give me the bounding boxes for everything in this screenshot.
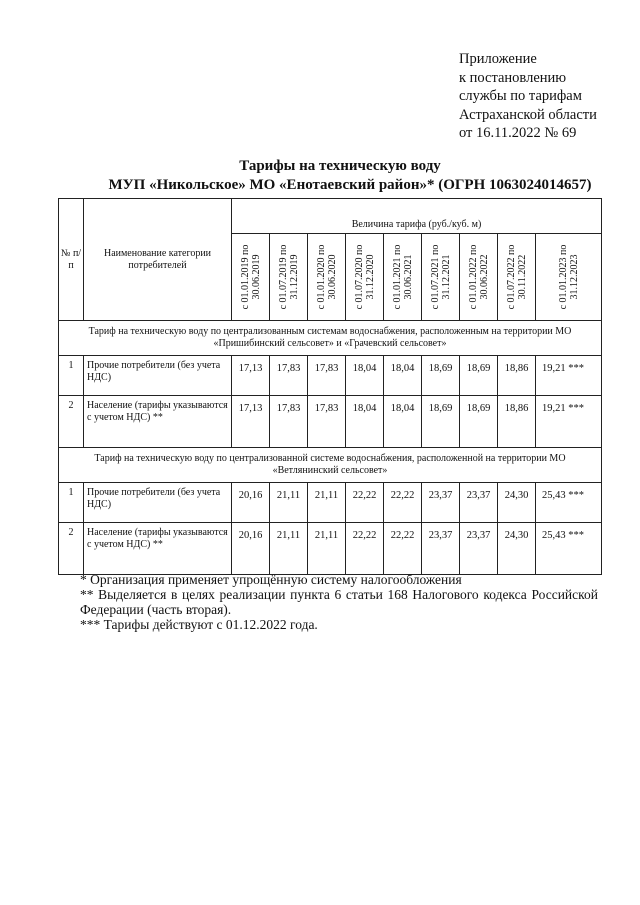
tariff-value: 20,16 — [232, 523, 270, 575]
tariff-value: 21,11 — [308, 483, 346, 523]
tariff-value: 17,83 — [308, 356, 346, 396]
appendix-line: к постановлению — [459, 69, 567, 86]
tariff-value: 23,37 — [422, 483, 460, 523]
header-category: Наименование категории потребителей — [84, 199, 232, 321]
tariff-value: 22,22 — [346, 523, 384, 575]
appendix-line: Приложение — [459, 51, 537, 67]
tariff-value: 17,83 — [270, 396, 308, 448]
tariff-value: 23,37 — [460, 483, 498, 523]
tariff-value: 18,69 — [460, 356, 498, 396]
header-period — [536, 234, 602, 321]
period-label: с 01.01.2019 по 30.06.2019 — [239, 244, 262, 310]
section-title: Тариф на техническую воду по централизованной системе водоснабжения, расположенной на территории МО «Ветлянинский сельсовет» — [59, 448, 602, 483]
tariff-value: 17,13 — [232, 396, 270, 448]
tariff-value: 18,86 — [498, 356, 536, 396]
table-row — [59, 523, 602, 575]
tariff-value: 18,86 — [498, 396, 536, 448]
tariff-value: 25,43 *** — [536, 483, 602, 523]
appendix-line: от 16.11.2022 № 69 — [459, 125, 577, 141]
header-period — [270, 234, 308, 321]
tariff-value: 21,11 — [270, 483, 308, 523]
tariff-value: 19,21 *** — [536, 396, 602, 448]
tariff-value: 18,69 — [422, 356, 460, 396]
tariff-value: 21,11 — [308, 523, 346, 575]
tariff-table — [58, 198, 602, 575]
tariff-value: 17,83 — [308, 396, 346, 448]
header-period — [346, 234, 384, 321]
period-label: с 01.01.2022 по 30.06.2022 — [467, 244, 490, 310]
row-num: 1 — [59, 483, 84, 523]
row-num: 1 — [59, 356, 84, 396]
tariff-value: 23,37 — [422, 523, 460, 575]
tariff-value: 18,04 — [384, 356, 422, 396]
row-category: Прочие потребители (без учета НДС) — [84, 483, 232, 523]
tariff-value: 19,21 *** — [536, 356, 602, 396]
tariff-value: 17,13 — [232, 356, 270, 396]
header-period — [308, 234, 346, 321]
row-num: 2 — [59, 523, 84, 575]
row-category: Население (тарифы указываются с учетом НДС) ** — [84, 396, 232, 448]
tariff-value: 18,04 — [346, 396, 384, 448]
tariff-value: 21,11 — [270, 523, 308, 575]
header-period — [422, 234, 460, 321]
tariff-value: 24,30 — [498, 523, 536, 575]
period-label: с 01.01.2020 по 30.06.2020 — [315, 244, 338, 310]
tariff-value: 20,16 — [232, 483, 270, 523]
period-label: с 01.07.2020 по 31.12.2020 — [353, 244, 376, 310]
header-period — [384, 234, 422, 321]
table-row — [59, 356, 602, 396]
period-label: с 01.07.2019 по 31.12.2019 — [277, 244, 300, 310]
tariff-value: 23,37 — [460, 523, 498, 575]
header-period — [460, 234, 498, 321]
section-title: Тариф на техническую воду по централизованным системам водоснабжения, расположенным на территории МО «Пришибинский сельсовет» и «Грачевский сельсовет» — [59, 321, 602, 356]
table-row — [59, 396, 602, 448]
header-tariff: Величина тарифа (руб./куб. м) — [232, 199, 602, 234]
row-num: 2 — [59, 396, 84, 448]
tariff-value: 18,69 — [422, 396, 460, 448]
tariff-value: 18,04 — [346, 356, 384, 396]
header-period — [498, 234, 536, 321]
table-row — [59, 483, 602, 523]
period-label: с 01.01.2021 по 30.06.2021 — [391, 244, 414, 310]
tariff-value: 18,04 — [384, 396, 422, 448]
period-label: с 01.01.2023 по 31.12.2023 — [557, 244, 580, 310]
tariff-value: 18,69 — [460, 396, 498, 448]
appendix-line: Астраханской области — [459, 106, 597, 123]
footnote: *** Тарифы действуют с 01.12.2022 года. — [80, 617, 318, 632]
appendix-line: службы по тарифам — [459, 88, 582, 104]
tariff-value: 25,43 *** — [536, 523, 602, 575]
footnote: * Организация применяет упрощённую систему налогообложения — [80, 572, 462, 587]
footnotes — [80, 572, 598, 632]
tariff-value: 17,83 — [270, 356, 308, 396]
row-category: Прочие потребители (без учета НДС) — [84, 356, 232, 396]
tariff-value: 22,22 — [346, 483, 384, 523]
header-num: № п/п — [59, 199, 84, 321]
tariff-value: 24,30 — [498, 483, 536, 523]
tariff-value: 22,22 — [384, 483, 422, 523]
footnote: ** Выделяется в целях реализации пункта 6 статьи 168 Налогового кодекса Российской Федерации (часть вторая). — [80, 587, 598, 617]
header-period — [232, 234, 270, 321]
appendix-block — [459, 50, 597, 143]
document-title: Тарифы на техническую воду — [239, 158, 441, 174]
row-category: Население (тарифы указываются с учетом НДС) ** — [84, 523, 232, 575]
period-label: с 01.07.2022 по 30.11.2022 — [505, 244, 528, 310]
period-label: с 01.07.2021 по 31.12.2021 — [429, 244, 452, 310]
tariff-value: 22,22 — [384, 523, 422, 575]
document-subtitle: МУП «Никольское» МО «Енотаевский район»* (ОГРН 1063024014657) — [108, 177, 592, 193]
